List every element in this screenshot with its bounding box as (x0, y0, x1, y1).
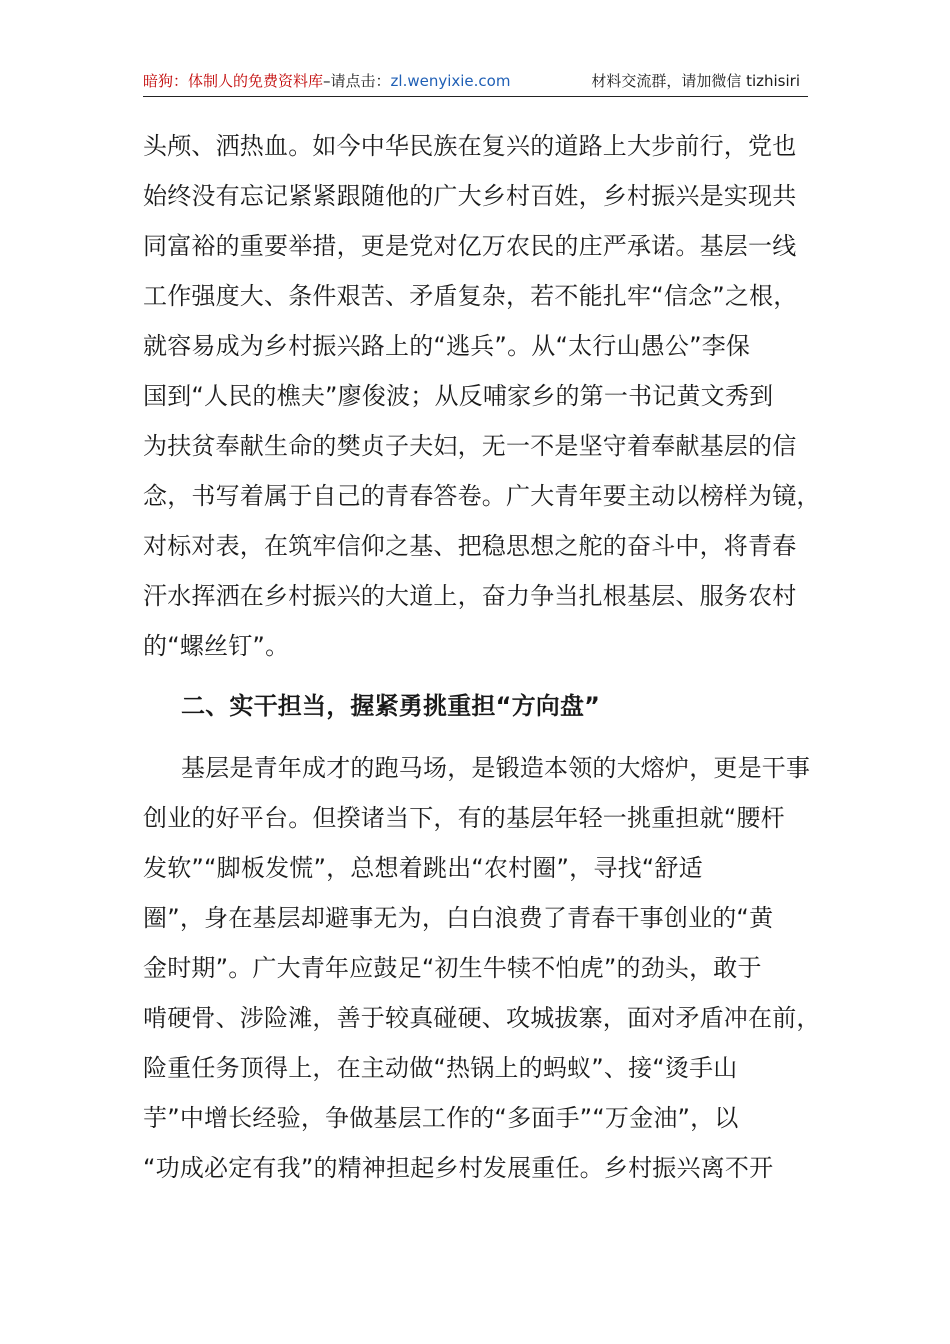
text-line: 基层是青年成才的跑马场，是锻造本领的大熔炉，更是干事 (181, 754, 811, 782)
heading-text: 二、实干担当，握紧勇挑重担“方向盘” (181, 692, 601, 720)
paragraph-2 (143, 743, 821, 1193)
text-line: 同富裕的重要举措，更是党对亿万农民的庄严承诺。基层一线 (143, 232, 797, 260)
header-click-prefix: –请点击： (323, 72, 391, 90)
text-line: 发软”“脚板发慌”，总想着跳出“农村圈”，寻找“舒适 (143, 854, 703, 882)
text-line: 就容易成为乡村振兴路上的“逃兵”。从“太行山愚公”李保 (143, 332, 751, 360)
section-heading (143, 681, 813, 731)
text-line: 为扶贫奉献生命的樊贞子夫妇，无一不是坚守着奉献基层的信 (143, 432, 797, 460)
text-line: “功成必定有我”的精神担起乡村发展重任。乡村振兴离不开 (143, 1154, 774, 1182)
text-line: 始终没有忘记紧紧跟随他的广大乡村百姓，乡村振兴是实现共 (143, 182, 797, 210)
text-line: 的“螺丝钉”。 (143, 632, 290, 660)
document-body (143, 121, 821, 1193)
header-wechat: 材料交流群，请加微信 tizhisiri (591, 72, 800, 90)
header-link[interactable]: zl.wenyixie.com (390, 72, 511, 90)
text-line: 汗水挥洒在乡村振兴的大道上，奋力争当扎根基层、服务农村 (143, 582, 797, 610)
text-line: 工作强度大、条件艰苦、矛盾复杂，若不能扎牢“信念”之根， (143, 282, 798, 310)
text-line: 对标对表，在筑牢信仰之基、把稳思想之舵的奋斗中，将青春 (143, 532, 797, 560)
text-line: 头颅、洒热血。如今中华民族在复兴的道路上大步前行，党也 (143, 132, 797, 160)
text-line: 念，书写着属于自己的青春答卷。广大青年要主动以榜样为镜， (143, 482, 821, 510)
text-line: 国到“人民的樵夫”廖俊波；从反哺家乡的第一书记黄文秀到 (143, 382, 774, 410)
text-line: 啃硬骨、涉险滩，善于较真碰硬、攻城拔寨，面对矛盾冲在前， (143, 1004, 821, 1032)
page-header (143, 70, 808, 97)
text-line: 创业的好平台。但揆诸当下，有的基层年轻一挑重担就“腰杆 (143, 804, 785, 832)
text-line: 芋”中增长经验，争做基层工作的“多面手”“万金油”，以 (143, 1104, 739, 1132)
text-line: 圈”，身在基层却避事无为，白白浪费了青春干事创业的“黄 (143, 904, 774, 932)
header-brand: 暗狗：体制人的免费资料库 (143, 72, 324, 90)
text-line: 险重任务顶得上，在主动做“热锅上的蚂蚁”、接“烫手山 (143, 1054, 738, 1082)
text-line: 金时期”。广大青年应鼓足“初生牛犊不怕虎”的劲头，敢于 (143, 954, 762, 982)
paragraph-1 (143, 121, 821, 671)
